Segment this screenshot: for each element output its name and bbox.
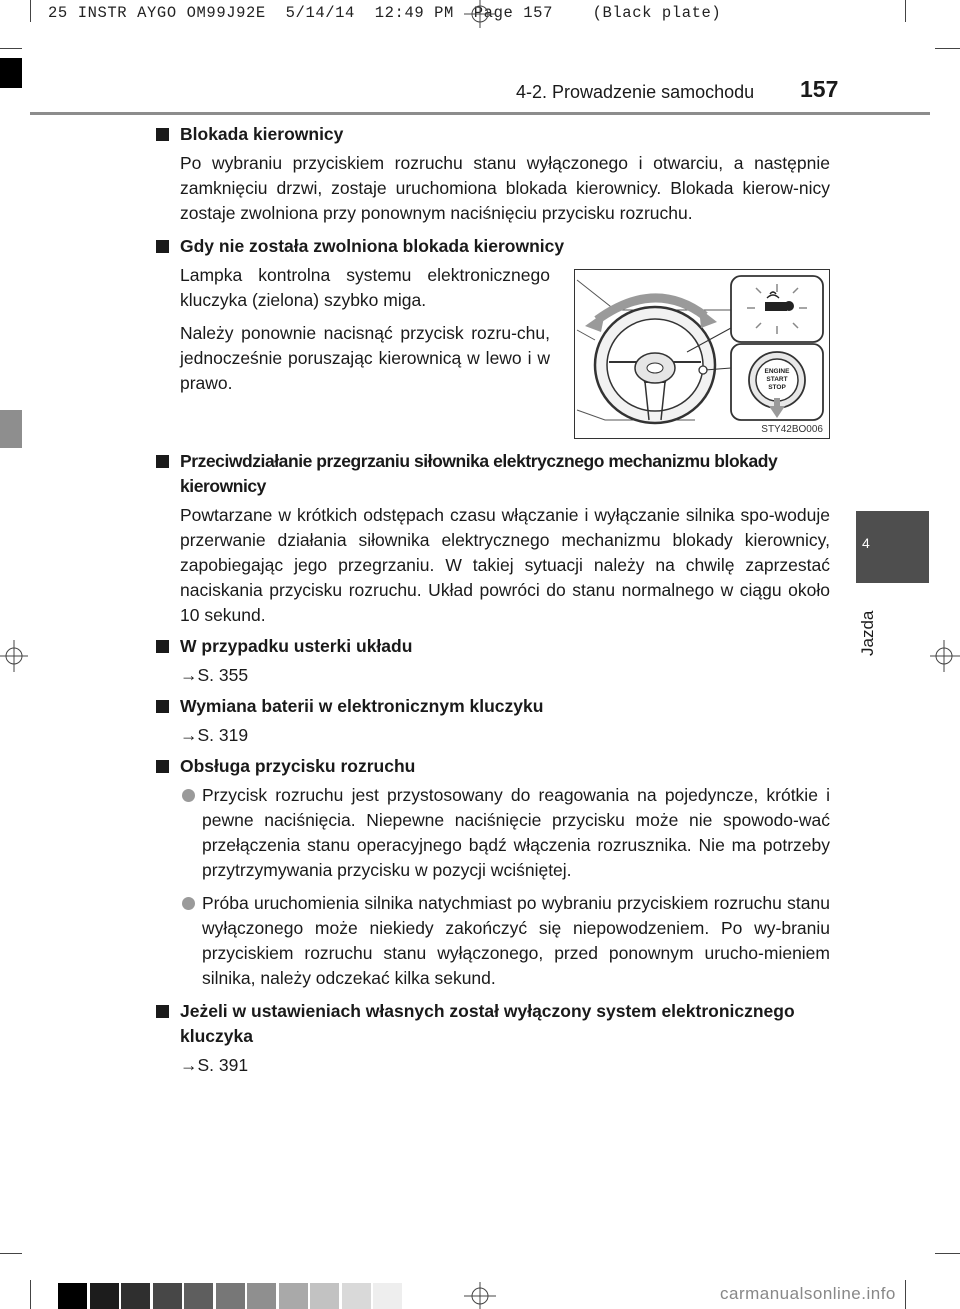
square-bullet-icon: [156, 760, 169, 773]
color-calibration-bar: [58, 1283, 405, 1309]
section-start-button-operation: [156, 754, 830, 991]
color-swatch: [184, 1283, 213, 1309]
crop-mark: [30, 0, 31, 22]
crop-mark: [905, 0, 906, 22]
color-swatch: [342, 1283, 371, 1309]
bullet-item: [180, 783, 830, 883]
square-bullet-icon: [156, 128, 169, 141]
section-text: Powtarzane w krótkich odstępach czasu włączanie i wyłączanie silnika spo-woduje przerwanie działania siłownika elektrycznego mechanizmu blokady kierownicy, zapobiegając jego przegrzaniu. W takiej sytuacji należy na chwilę zaprzestać naciskania przycisku rozruchu. Układ powróci do stanu normalnego w ciągu około 10 sekund.: [180, 505, 830, 625]
figure-code: STY42BO006: [761, 424, 823, 435]
square-bullet-icon: [156, 1005, 169, 1018]
start-button-label: START: [766, 376, 788, 383]
crop-mark: [935, 48, 960, 49]
page-content: [156, 122, 830, 1078]
square-bullet-icon: [156, 455, 169, 468]
color-swatch: [90, 1283, 119, 1309]
color-swatch: [310, 1283, 339, 1309]
edge-tab-gray: [0, 410, 22, 448]
header-rule: [30, 112, 930, 115]
crop-mark: [0, 1253, 22, 1254]
section-title: Obsługa przycisku rozruchu: [180, 756, 416, 776]
steering-wheel-drawing: [575, 270, 829, 438]
crop-mark: [0, 48, 22, 49]
figure-text: [180, 263, 550, 439]
registration-target-left: [0, 636, 30, 676]
round-bullet-icon: [182, 789, 195, 802]
color-swatch: [121, 1283, 150, 1309]
section-custom-settings: [156, 999, 830, 1078]
section-title: Jeżeli w ustawieniach własnych został wyłączony system elektronicznego kluczyka: [180, 1001, 795, 1046]
chapter-name: Jazda: [858, 610, 877, 656]
stop-button-label: STOP: [768, 384, 786, 391]
round-bullet-icon: [182, 897, 195, 910]
section-actuator-overheat: [156, 449, 830, 628]
steering-wheel-illustration: [574, 269, 830, 439]
page-number: 157: [800, 76, 839, 102]
print-header: 25 INSTR AYGO OM99J92E 5/14/14 12:49 PM Page 157 (Black plate): [48, 4, 722, 22]
section-lock-not-released: [156, 234, 830, 439]
chapter-tab: [856, 511, 929, 583]
color-swatch: [58, 1283, 87, 1309]
bullet-text: Przycisk rozruchu jest przystosowany do reagowania na pojedyncze, krótkie i pewne naciśnięcia. Niepewne naciśnięcie przycisku może nie spowodo-wać przełączenia stanu operacyjnego bądź włączenia rozrusznika. Nie ma potrzeby przytrzymywania przycisku w pozycji wciśniętej.: [202, 785, 830, 880]
engine-button-label: ENGINE: [764, 368, 790, 375]
edge-tab-black: [0, 58, 22, 88]
bullet-item: [180, 891, 830, 991]
crop-mark: [30, 1280, 31, 1309]
color-swatch: [247, 1283, 276, 1309]
section-text: Po wybraniu przyciskiem rozruchu stanu wyłączonego i otwarciu, a następnie zamknięciu drzwi, zostaje uruchomiona blokada kierownicy. Blokada kierow-nicy zostaje zwolniona przy ponownym naciśnięciu przycisku rozruchu.: [180, 153, 830, 223]
chapter-name-vertical: [848, 610, 888, 670]
section-title: Wymiana baterii w elektronicznym kluczyku: [180, 696, 544, 716]
page-reference: →S. 319: [180, 725, 249, 745]
indicator-text: Lampka kontrolna systemu elektronicznego kluczyka (zielona) szybko miga.: [180, 265, 550, 310]
registration-target-bottom: [460, 1280, 500, 1309]
color-swatch: [279, 1283, 308, 1309]
section-title: Przeciwdziałanie przegrzaniu siłownika elektrycznego mechanizmu blokady kierownicy: [180, 451, 778, 496]
crop-mark: [905, 1280, 906, 1309]
section-system-fault: [156, 634, 830, 688]
square-bullet-icon: [156, 640, 169, 653]
section-title: Gdy nie została zwolniona blokada kierownicy: [180, 236, 565, 256]
registration-target-right: [928, 636, 960, 676]
square-bullet-icon: [156, 700, 169, 713]
section-key-battery: [156, 694, 830, 748]
color-swatch: [153, 1283, 182, 1309]
watermark-text: carmanualsonline.info: [720, 1284, 896, 1303]
crop-mark: [935, 1253, 960, 1254]
section-title: Blokada kierownicy: [180, 124, 344, 144]
chapter-number: 4: [862, 535, 870, 551]
figure-row: [156, 263, 830, 439]
section-steering-lock: [156, 122, 830, 226]
square-bullet-icon: [156, 240, 169, 253]
bullet-text: Próba uruchomienia silnika natychmiast po wybraniu przyciskiem rozruchu stanu wyłączonego może niekiedy zakończyć się niepowodzeniem. Po wy-braniu przyciskiem rozruchu stanu wyłączonego, przed ponownym urucho-mieniem silnika, należy odczekać kilka sekund.: [202, 893, 830, 988]
page-reference: →S. 355: [180, 665, 249, 685]
registration-target-top: [460, 0, 500, 30]
section-title: W przypadku usterki układu: [180, 636, 413, 656]
color-swatch: [216, 1283, 245, 1309]
instruction-text: Należy ponownie nacisnąć przycisk rozru-chu, jednocześnie poruszając kierownicą w lewo i w prawo.: [180, 323, 550, 393]
running-head: 4-2. Prowadzenie samochodu: [516, 82, 755, 102]
page-reference: →S. 391: [180, 1055, 249, 1075]
color-swatch: [373, 1283, 402, 1309]
